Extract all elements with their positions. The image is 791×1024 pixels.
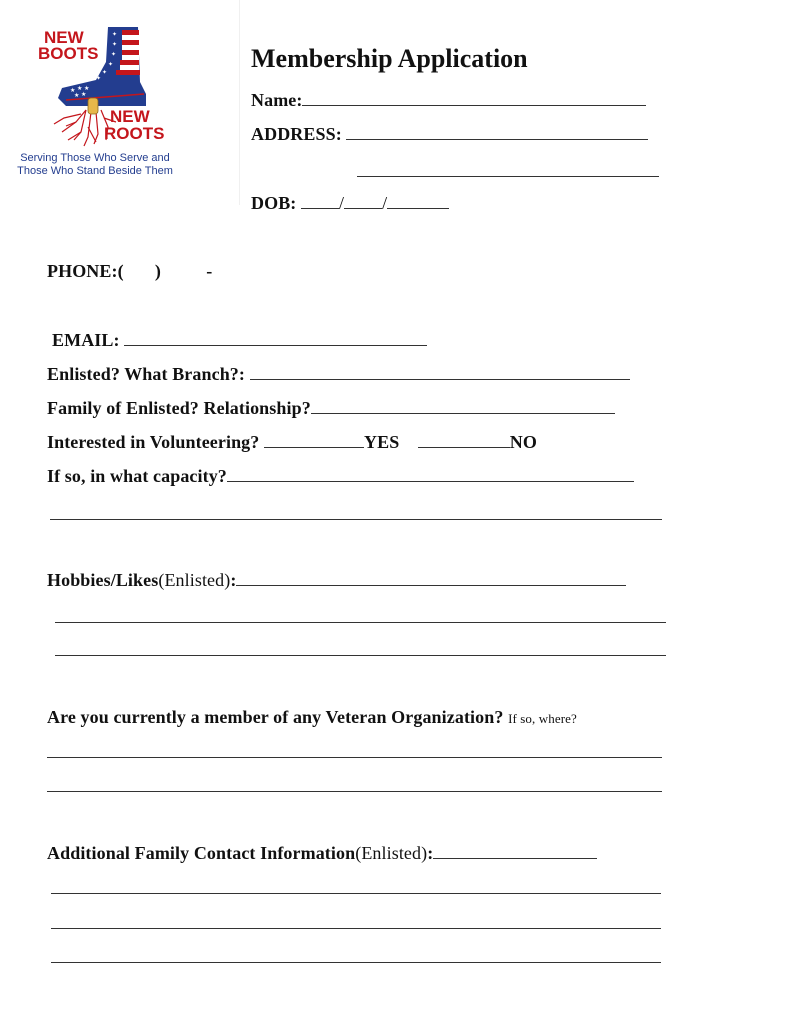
family-field — [47, 398, 615, 419]
volunteer-yes-input-line[interactable] — [264, 446, 364, 448]
name-label: Name: — [251, 90, 303, 110]
page-title: Membership Application — [251, 44, 528, 73]
svg-text:✦: ✦ — [111, 51, 117, 58]
hobbies-input-line-2[interactable] — [55, 622, 666, 623]
name-field — [251, 90, 646, 111]
hobbies-field — [47, 570, 626, 591]
logo-tagline-2: Those Who Stand Beside Them — [17, 165, 173, 177]
veteran-sublabel: If so, where? — [508, 711, 577, 726]
svg-text:✦: ✦ — [112, 41, 118, 48]
family-contact-label: Additional Family Contact Information — [47, 843, 356, 863]
veteran-field — [47, 707, 577, 728]
enlisted-branch-input-line[interactable] — [250, 378, 630, 380]
enlisted-field — [47, 364, 630, 385]
email-field — [52, 330, 427, 351]
phone-field — [47, 261, 212, 282]
dob-year-input[interactable] — [387, 207, 449, 209]
svg-text:★: ★ — [84, 85, 90, 92]
family-contact-field — [47, 843, 597, 864]
volunteer-field — [47, 432, 537, 453]
dob-field — [251, 193, 449, 214]
svg-text:★: ★ — [70, 87, 76, 94]
capacity-label: If so, in what capacity? — [47, 466, 227, 486]
address-input-line-2[interactable] — [357, 176, 659, 177]
logo-tagline-1: Serving Those Who Serve and — [20, 152, 170, 164]
family-label: Family of Enlisted? Relationship? — [47, 398, 311, 418]
logo-text-new-1: NEW — [44, 28, 84, 47]
veteran-input-line-1[interactable] — [47, 757, 662, 758]
address-field — [251, 124, 648, 145]
svg-text:★: ★ — [74, 92, 80, 99]
svg-text:★: ★ — [81, 91, 87, 98]
relationship-input-line[interactable] — [311, 412, 615, 414]
family-contact-input-line-2[interactable] — [51, 893, 661, 894]
logo-text-roots: ROOTS — [104, 124, 165, 143]
family-contact-label-enlisted: (Enlisted) — [355, 843, 428, 863]
dob-label: DOB: — [251, 193, 297, 213]
logo-area — [0, 0, 240, 205]
enlisted-label: Enlisted? What Branch?: — [47, 364, 245, 384]
hobbies-label-enlisted: (Enlisted) — [158, 570, 231, 590]
hobbies-label: Hobbies/Likes — [47, 570, 159, 590]
family-contact-input-line-4[interactable] — [51, 962, 661, 963]
family-contact-input-line-3[interactable] — [51, 928, 661, 929]
svg-text:✦: ✦ — [96, 75, 102, 82]
volunteer-yes-label: YES — [364, 432, 400, 452]
volunteer-no-label: NO — [509, 432, 537, 452]
capacity-field — [47, 466, 634, 487]
svg-text:★: ★ — [77, 85, 83, 92]
dob-month-input[interactable] — [301, 207, 339, 209]
family-contact-input-line-1[interactable] — [433, 857, 597, 859]
family-contact-colon: : — [427, 843, 434, 863]
phone-area-close: ) — [154, 261, 162, 281]
svg-text:✦: ✦ — [112, 31, 118, 38]
dob-day-input[interactable] — [344, 207, 382, 209]
hobbies-input-line-3[interactable] — [55, 655, 666, 656]
logo-text-boots: BOOTS — [38, 44, 99, 63]
phone-dash: - — [206, 261, 213, 281]
volunteer-label: Interested in Volunteering? — [47, 432, 260, 452]
name-input-line[interactable] — [302, 104, 646, 106]
dog-tag-icon — [88, 98, 98, 114]
address-label: ADDRESS: — [251, 124, 342, 144]
veteran-label: Are you currently a member of any Veteran Organization? — [47, 707, 504, 727]
email-input-line[interactable] — [124, 344, 427, 346]
address-input-line-1[interactable] — [346, 138, 648, 140]
hobbies-colon: : — [230, 570, 237, 590]
hobbies-input-line-1[interactable] — [236, 584, 626, 586]
capacity-input-line-1[interactable] — [227, 480, 634, 482]
boot-logo-icon — [36, 22, 166, 147]
logo-text-new-2: NEW — [110, 107, 150, 126]
dob-separator-2: / — [382, 193, 388, 213]
svg-text:✦: ✦ — [102, 69, 108, 76]
veteran-input-line-2[interactable] — [47, 791, 662, 792]
capacity-input-line-2[interactable] — [50, 519, 662, 520]
volunteer-no-input-line[interactable] — [418, 446, 510, 448]
dob-separator-1: / — [339, 193, 345, 213]
phone-label[interactable]: PHONE:( — [47, 261, 124, 281]
svg-text:✦: ✦ — [108, 61, 114, 68]
email-label: EMAIL: — [52, 330, 120, 350]
